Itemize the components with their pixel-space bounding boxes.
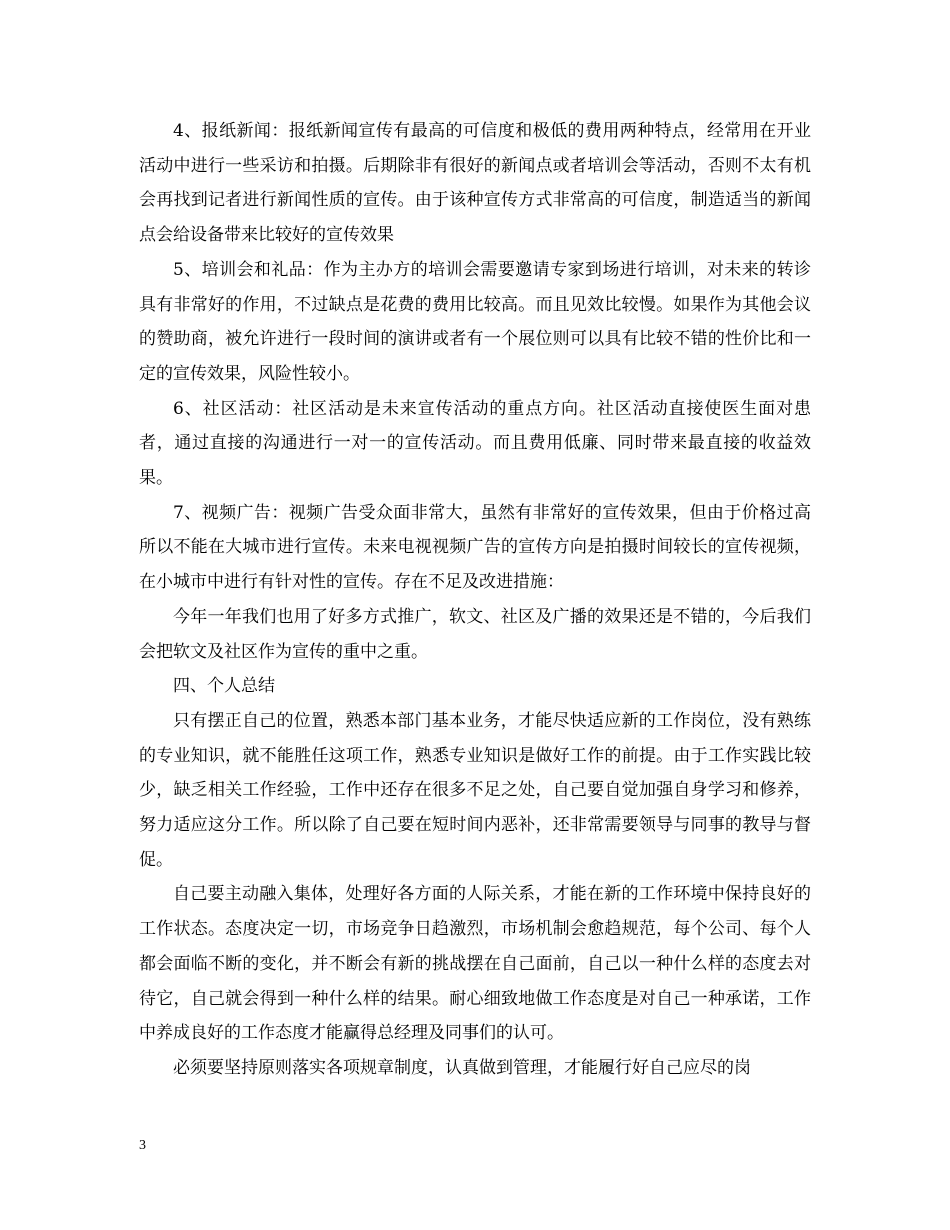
page-number: 3 (139, 1138, 146, 1153)
paragraph-community-activities: 6、社区活动：社区活动是未来宣传活动的重点方向。社区活动直接使医生面对患者，通过直接的沟通进行一对一的宣传活动。而且费用低廉、同时带来最直接的收益效果。 (139, 398, 811, 489)
paragraph-personal-2: 自己要主动融入集体，处理好各方面的人际关系，才能在新的工作环境中保持良好的工作状态。态度决定一切，市场竞争日趋激烈，市场机制会愈趋规范，每个公司、每个人都会面临不断的变化，并不断会有新的挑战摆在自己面前，自己以一种什么样的态度去对待它，自己就会得到一种什么样的结果。耐心细致地做工作态度是对自己一种承诺，工作中养成良好的工作态度才能赢得总经理及同事们的认可。 (139, 884, 811, 1044)
paragraph-training-and-gifts: 5、培训会和礼品：作为主办方的培训会需要邀请专家到场进行培训，对未来的转诊具有非常好的作用，不过缺点是花费的费用比较高。而且见效比较慢。如果作为其他会议的赞助商，被允许进行一段时间的演讲或者有一个展位则可以具有比较不错的性价比和一定的宣传效果，风险性较小。 (139, 259, 811, 384)
document-body (139, 114, 811, 1086)
paragraph-personal-3: 必须要坚持原则落实各项规章制度，认真做到管理，才能履行好自己应尽的岗 (173, 1057, 751, 1078)
paragraph-newspaper-news: 4、报纸新闻：报纸新闻宣传有最高的可信度和极低的费用两种特点，经常用在开业活动中进行一些采访和拍摄。后期除非有很好的新闻点或者培训会等活动，否则不太有机会再找到记者进行新闻性质的宣传。由于该种宣传方式非常高的可信度，制造适当的新闻点会给设备带来比较好的宣传效果 (139, 121, 811, 246)
paragraph-video-ads: 7、视频广告：视频广告受众面非常大，虽然有非常好的宣传效果，但由于价格过高所以不能在大城市进行宣传。未来电视视频广告的宣传方向是拍摄时间较长的宣传视频，在小城市中进行有针对性的宣传。存在不足及改进措施： (139, 502, 811, 593)
section-heading-personal-summary: 四、个人总结 (173, 676, 275, 697)
paragraph-year-summary: 今年一年我们也用了好多方式推广，软文、社区及广播的效果还是不错的，今后我们会把软文及社区作为宣传的重中之重。 (139, 606, 811, 662)
paragraph-personal-1: 只有摆正自己的位置，熟悉本部门基本业务，才能尽快适应新的工作岗位，没有熟练的专业知识，就不能胜任这项工作，熟悉专业知识是做好工作的前提。由于工作实践比较少，缺乏相关工作经验，工作中还存在很多不足之处，自己要自觉加强自身学习和修养，努力适应这分工作。所以除了自己要在短时间内恶补，还非常需要领导与同事的教导与督促。 (139, 710, 811, 870)
